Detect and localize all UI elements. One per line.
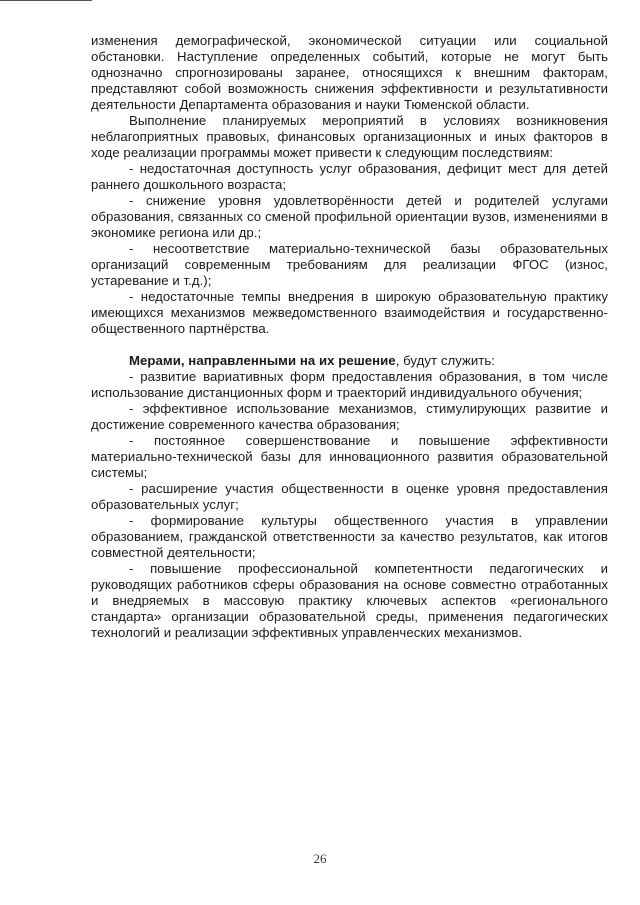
scan-corner-mark [0, 0, 92, 4]
list-item-consequence: - недостаточные темпы внедрения в широкую образовательную практику имеющихся механизмов межведомственного взаимодействия и государственно-общественного партнёрства. [91, 289, 608, 336]
measures-heading-rest: , будут служить: [395, 353, 496, 368]
list-item-measure: - развитие вариативных форм предоставления образования, в том числе использование дистанционных форм и траекторий индивидуального обучения; [91, 369, 608, 400]
paragraph-continuation: изменения демографической, экономической ситуации или социальной обстановки. Наступление определенных событий, которые не могут быть однозначно спрогнозированы заранее, относящихся к внешним факторам, представляют собой возможность снижения эффективности и результативности деятельности Департамента образования и науки Тюменской области. [91, 33, 608, 112]
list-item-consequence: - снижение уровня удовлетворённости детей и родителей услугами образования, связанных со сменой профильной ориентации вузов, изменениями в экономике региона или др.; [91, 193, 608, 240]
list-item-consequence: - несоответствие материально-технической базы образовательных организаций современным требованиям для реализации ФГОС (износ, устаревание и т.д.); [91, 241, 608, 288]
list-item-measure: - формирование культуры общественного участия в управлении образованием, гражданской ответственности за качество результатов, как итогов совместной деятельности; [91, 513, 608, 560]
list-item-measure: - повышение профессиональной компетентности педагогических и руководящих работников сферы образования на основе совместно отработанных и внедряемых в массовую практику ключевых аспектов «регионального стандарта» организации образовательной среды, применения педагогических технологий и реализации эффективных управленческих механизмов. [91, 561, 608, 640]
page-number: 26 [313, 851, 327, 866]
list-item-consequence: - недостаточная доступность услуг образования, дефицит мест для детей раннего дошкольного возраста; [91, 161, 608, 192]
measures-heading [91, 353, 608, 369]
list-item-measure: - постоянное совершенствование и повышение эффективности материально-технической базы для инновационного развития образовательной системы; [91, 433, 608, 480]
paragraph-consequences-intro: Выполнение планируемых мероприятий в условиях возникновения неблагоприятных правовых, финансовых организационных и иных факторов в ходе реализации программы может привести к следующим последствиям: [91, 113, 608, 160]
list-item-measure: - эффективное использование механизмов, стимулирующих развитие и достижение современного качества образования; [91, 401, 608, 432]
list-item-measure: - расширение участия общественности в оценке уровня предоставления образовательных услуг; [91, 481, 608, 512]
paragraph-gap [91, 337, 608, 353]
document-body [91, 33, 608, 641]
measures-heading-bold: Мерами, направленными на их решение [129, 353, 396, 368]
